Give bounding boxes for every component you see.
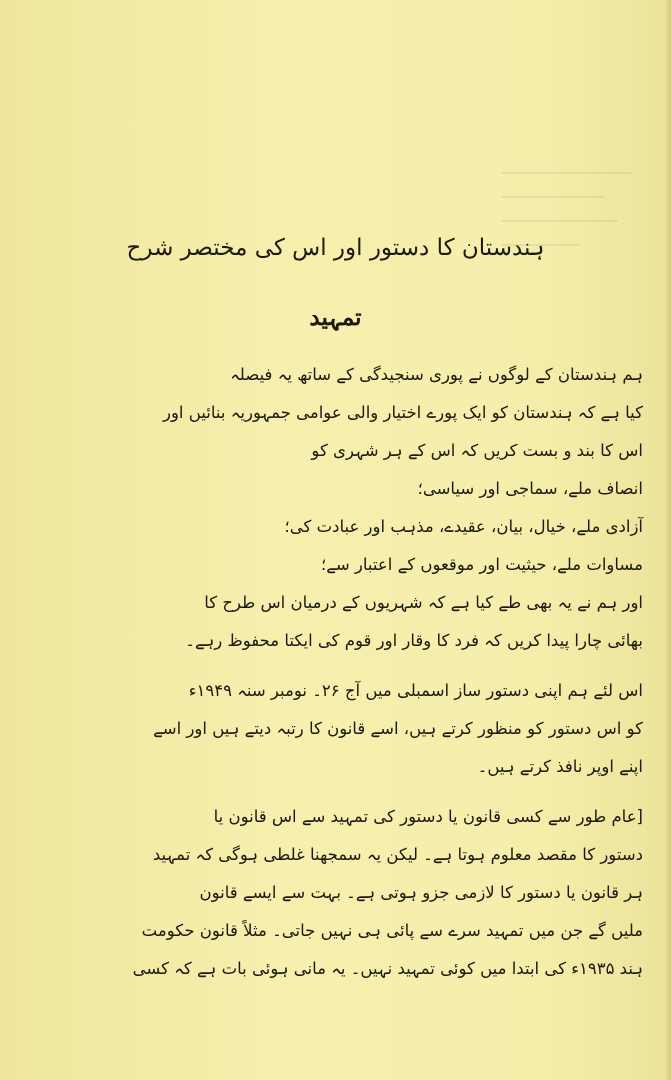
text-line: بھائی چارا پیدا کریں کہ فرد کا وقار اور قوم کی ایکتا محفوظ رہے۔ (185, 631, 643, 650)
commentary-line: [عام طور سے کسی قانون یا دستور کی تمہید سے اس قانون یا (213, 807, 643, 826)
text-line: ہم ہندستان کے لوگوں نے پوری سنجیدگی کے ساتھ یہ فیصلہ (230, 365, 643, 384)
section-heading: تمہید (309, 304, 362, 331)
text-line: اس لئے ہم اپنی دستور ساز اسمبلی میں آج ۲۶۔ نومبر سنہ ۱۹۴۹ء (188, 681, 643, 700)
preamble-body (88, 356, 643, 988)
commentary-line: ہر قانون یا دستور کا لازمی جزو ہوتی ہے۔ بہت سے ایسے قانون (199, 883, 643, 902)
text-line: مساوات ملے، حیثیت اور موقعوں کے اعتبار سے؛ (320, 555, 643, 574)
text-line: انصاف ملے، سماجی اور سیاسی؛ (417, 479, 643, 498)
text-line: اس کا بند و بست کریں کہ اس کے ہر شہری کو (311, 441, 643, 460)
text-line: کیا ہے کہ ہندستان کو ایک پورے اختیار والی عوامی جمہوریہ بنائیں اور (162, 403, 643, 422)
commentary-line: دستور کا مقصد معلوم ہوتا ہے۔ لیکن یہ سمجھنا غلطی ہوگی کہ تمہید (152, 845, 643, 864)
page-edge (665, 0, 671, 1080)
text-line: آزادی ملے، خیال، بیان، عقیدے، مذہب اور عبادت کی؛ (284, 517, 643, 536)
commentary-line: ملیں گے جن میں تمہید سرے سے پائی ہی نہیں جاتی۔ مثلاً قانون حکومت (141, 921, 643, 940)
page-title: ہندستان کا دستور اور اس کی مختصر شرح (126, 235, 545, 261)
text-line: اور ہم نے یہ بھی طے کیا ہے کہ شہریوں کے درمیان اس طرح کا (204, 593, 643, 612)
text-line: کو اس دستور کو منظور کرتے ہیں، اسے قانون کا رتبہ دیتے ہیں اور اسے (153, 719, 643, 738)
text-line: اپنے اوپر نافذ کرتے ہیں۔ (477, 757, 643, 776)
commentary-line: ہند ۱۹۳۵ء کی ابتدا میں کوئی تمہید نہیں۔ یہ مانی ہوئی بات ہے کہ کسی (132, 959, 643, 978)
